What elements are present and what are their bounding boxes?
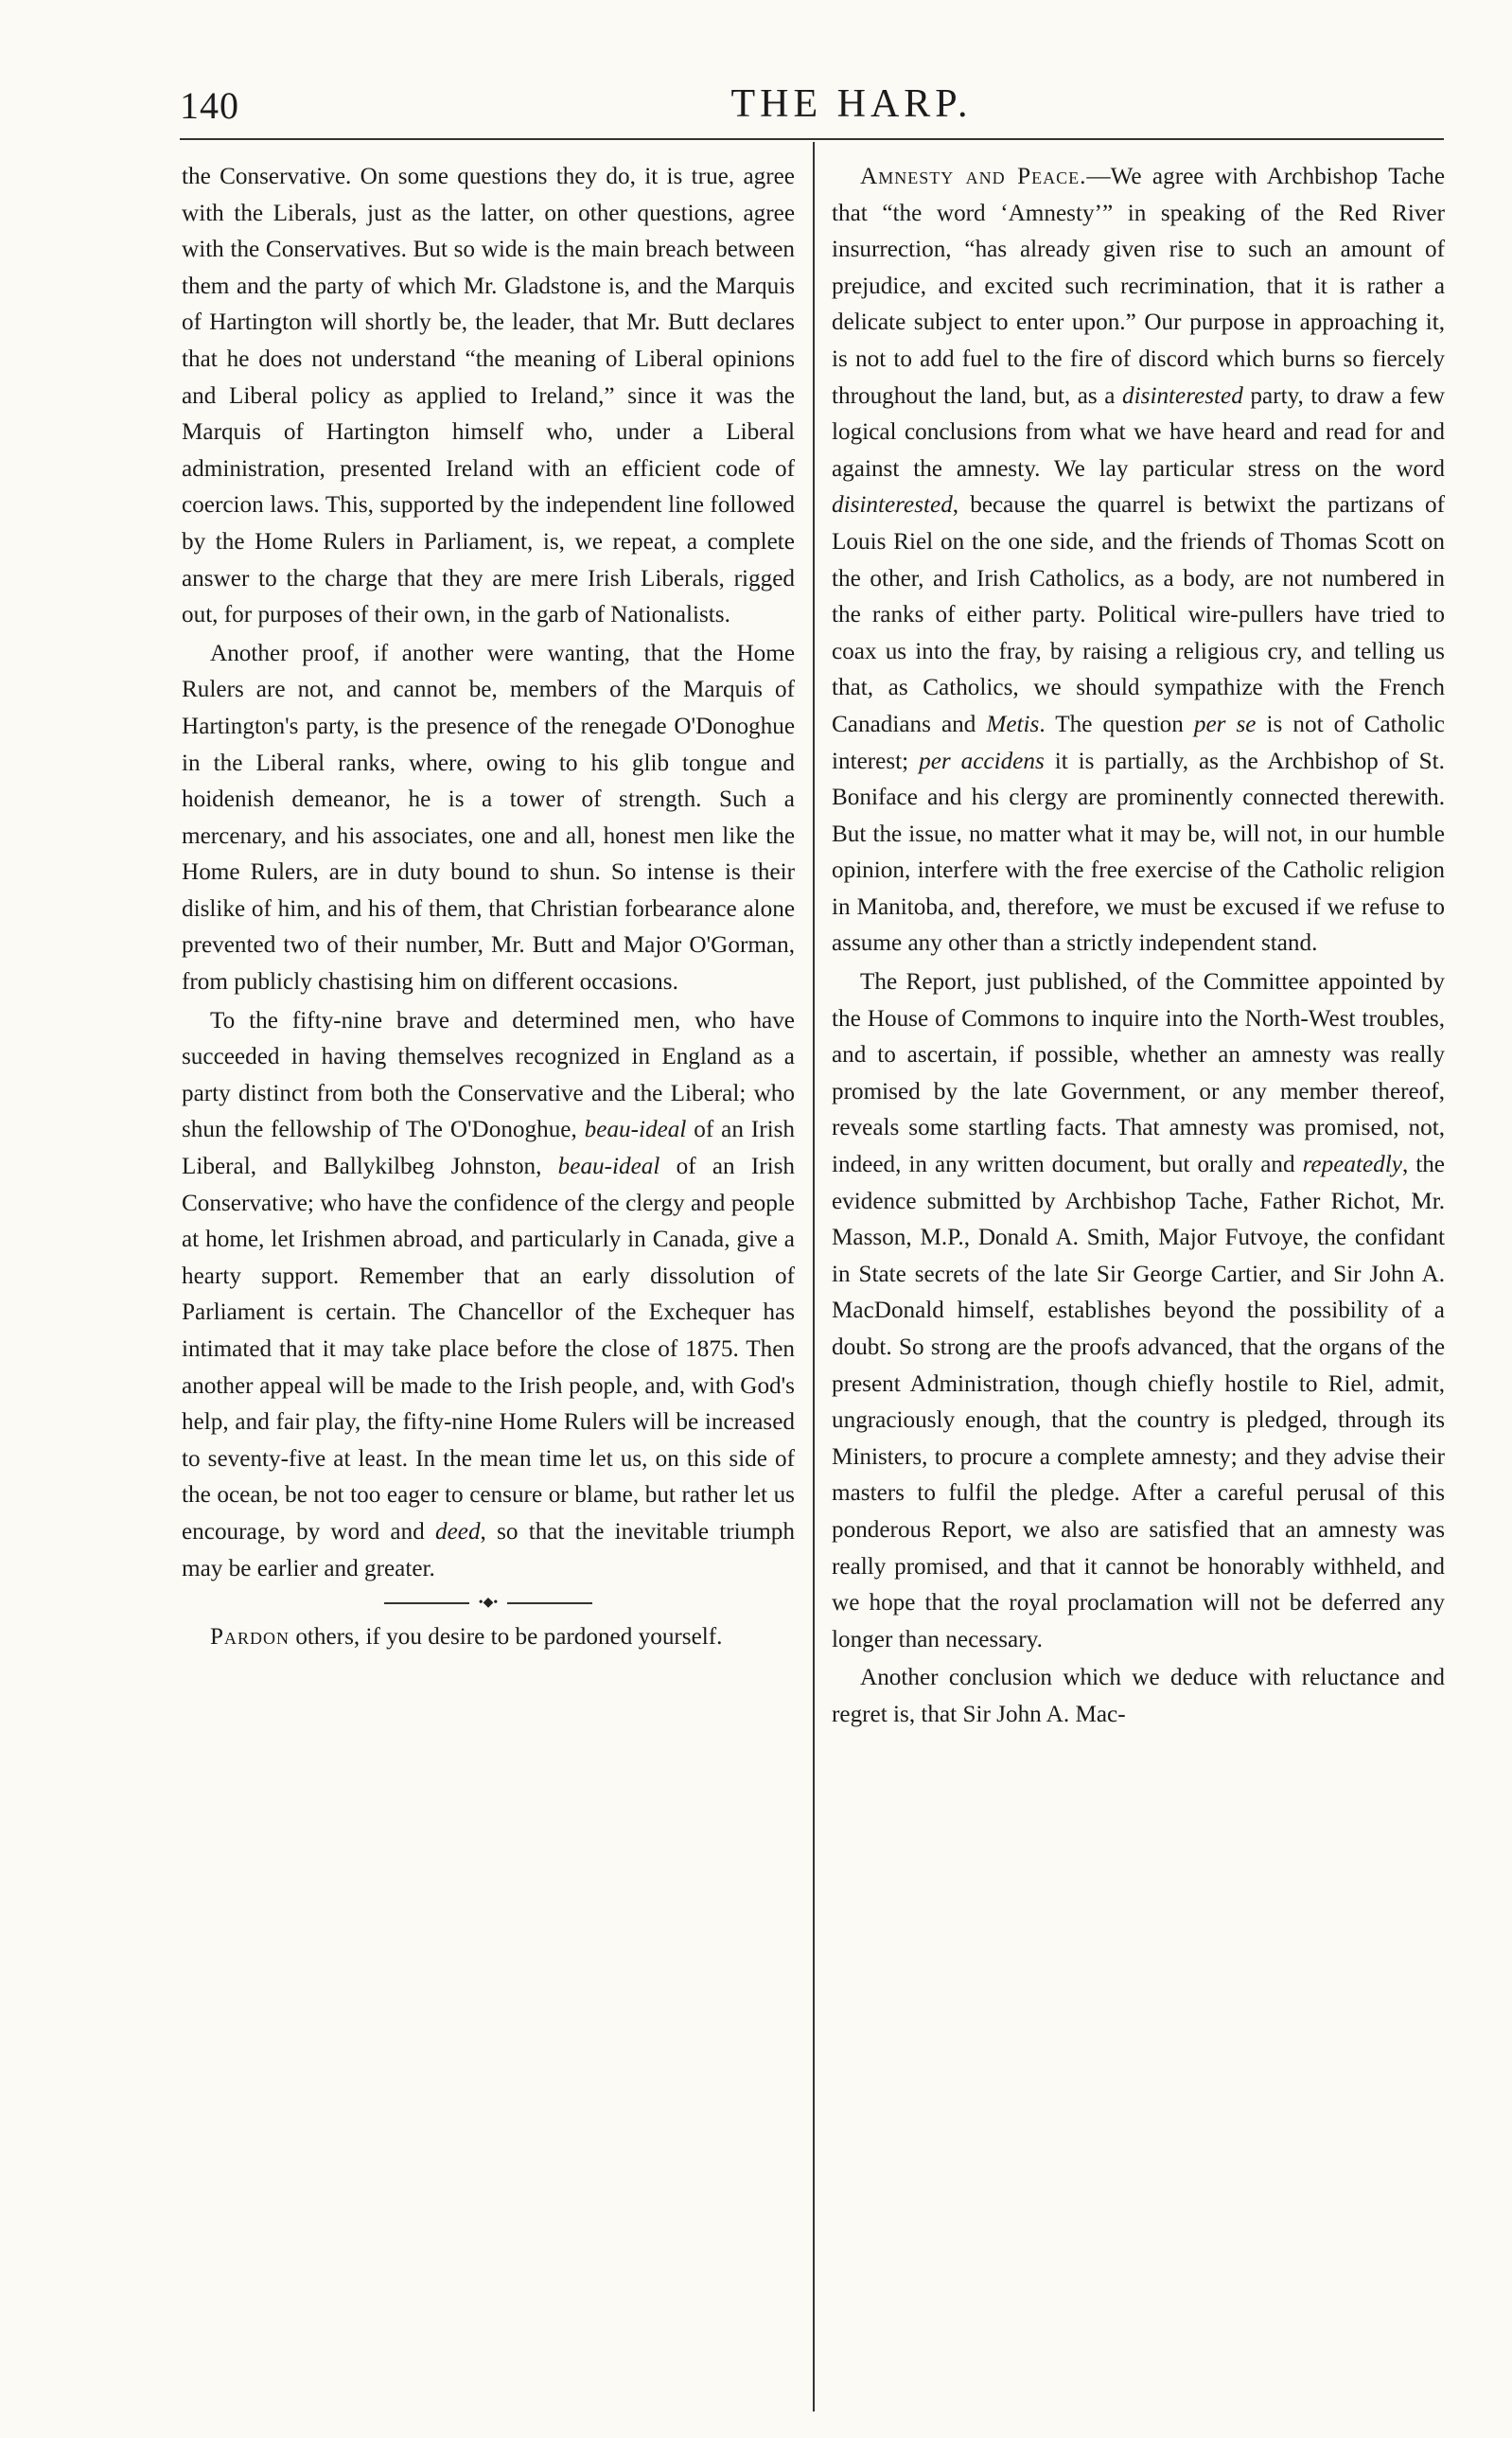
emphasis: Metis — [986, 711, 1040, 737]
right-paragraph-1 — [832, 159, 1445, 963]
emphasis: deed — [435, 1518, 481, 1545]
emphasis: disinterested — [1122, 382, 1243, 409]
text-run: others, if you desire to be pardoned yourself. — [290, 1624, 723, 1651]
emphasis: beau-ideal — [557, 1154, 660, 1180]
left-paragraph-4 — [182, 1619, 795, 1656]
text-run: To the fifty-nine brave and determined men, who have succeeded in having themselves recognized in England as a party distinct from both the Conservative and the Liberal; who shun the fellowship of The O'Donoghue, — [182, 1007, 795, 1143]
ornament-center: •◆• — [469, 1597, 507, 1610]
emphasis: disinterested — [832, 492, 953, 519]
right-paragraph-2 — [832, 964, 1445, 1658]
text-run: , the evidence submitted by Archbishop Tache, Father Richot, Mr. Masson, M.P., Donald A. Smith, Major Futvoye, the confidant in State secrets of the late Sir George Cartier, and Sir John A. MacDonald himself, establishes beyond the possibility of a doubt. So strong are the proofs advanced, that the organs of the present Administration, though chiefly hostile to Riel, admit, ungraciously enough, that the country is pledged, through its Ministers, to procure a complete amnesty; and they advise their masters to fulfil the pledge. After a careful perusal of this ponderous Report, we also are satisfied that an amnesty was really promised, and that it cannot be honorably withheld, and we hope that the royal proclamation will not be deferred any longer than necessary. — [832, 1152, 1445, 1652]
text-run: of an Irish Liberal, and Ballykilbeg Johnston, — [182, 1117, 795, 1180]
text-run: is not of Catholic interest; — [832, 711, 1445, 774]
text-run: party, to draw a few logical conclusions from what we have heard and read for and against the amnesty. We lay particular stress on the word — [832, 382, 1445, 482]
text-run: —We agree with Archbishop Tache that “the word ‘Amnesty’” in speaking of the Red River insurrection, “has already given rise to such an amount of prejudice, and excited such recrimination, that it is rather a delicate subject to enter upon.” Our purpose in approaching it, is not to add fuel to the fire of discord which burns so fiercely throughout the land, but, as a — [832, 164, 1445, 409]
left-paragraph-2: Another proof, if another were wanting, that the Home Rulers are not, and cannot be, members of the Marquis of Hartington's party, is the presence of the renegade O'Donoghue in the Liberal ranks, where, owing to his glib tongue and hoidenish demeanor, he is a tower of strength. Such a mercenary, and his associates, one and all, honest men like the Home Rulers, are in duty bound to shun. So intense is their dislike of him, and his of them, that Christian forbearance alone prevented two of their number, Mr. Butt and Major O'Gorman, from publicly chastising him on different occasions. — [182, 640, 795, 996]
running-title: THE HARP. — [730, 82, 973, 126]
left-paragraph-3 — [182, 1003, 795, 1588]
text-run: , because the quarrel is betwixt the partizans of Louis Riel on the one side, and the friends of Thomas Scott on the other, and Irish Catholics, as a body, are not numbered in the ranks of either party. Political wire-pullers have tried to coax us into the fray, by raising a religious cry, and telling us that, as Catholics, we should sympathize with the French Canadians and — [832, 492, 1445, 737]
text-run: The Report, just published, of the Committee appointed by the House of Commons to inquire into the North-West troubles, and to ascertain, if possible, whether an amnesty was really promised by the late Government, or any member thereof, reveals some startling facts. That amnesty was promised, not, indeed, in any written document, but orally and — [832, 969, 1445, 1178]
emphasis: repeatedly — [1302, 1152, 1402, 1178]
section-ornament — [384, 1595, 592, 1612]
page-number: 140 — [180, 84, 239, 127]
section-heading: Amnesty and Peace. — [860, 164, 1087, 189]
emphasis: per se — [1193, 711, 1257, 737]
emphasis: per accidens — [919, 748, 1045, 774]
text-run: , so that the inevitable triumph may be earlier and greater. — [182, 1518, 795, 1581]
left-column — [182, 159, 795, 1656]
header-rule — [180, 138, 1444, 140]
column-divider — [813, 142, 815, 2412]
page-header — [180, 83, 1436, 140]
right-column — [832, 159, 1445, 1734]
lead-word: Pardon — [210, 1624, 290, 1651]
text-run: . The question — [1039, 711, 1194, 737]
emphasis: beau-ideal — [584, 1117, 687, 1143]
text-run: it is partially, as the Archbishop of St. Boniface and his clergy are prominently connected therewith. But the issue, no matter what it may be, will not, in our humble opinion, interfere with the free exercise of the Catholic religion in Manitoba, and, therefore, we must be excused if we refuse to assume any other than a strictly independent stand. — [832, 748, 1445, 957]
right-paragraph-3: Another conclusion which we deduce with reluctance and regret is, that Sir John A. Mac- — [832, 1665, 1445, 1727]
text-run: of an Irish Conservative; who have the confidence of the clergy and people at home, let Irishmen abroad, and particularly in Canada, give a hearty support. Remember that an early dissolution of Parliament is certain. The Chancellor of the Exchequer has intimated that it may take place before the close of 1875. Then another appeal will be made to the Irish people, and, with God's help, and fair play, the fifty-nine Home Rulers will be increased to seventy-five at least. In the mean time let us, on this side of the ocean, be not too eager to censure or blame, but rather let us encourage, by word and — [182, 1154, 795, 1545]
left-paragraph-1: the Conservative. On some questions they do, it is true, agree with the Liberals, just as the latter, on other questions, agree with the Conservatives. But so wide is the main breach between them and the party of which Mr. Gladstone is, and the Marquis of Hartington will shortly be, the leader, that Mr. Butt declares that he does not understand “the meaning of Liberal opinions and Liberal policy as applied to Ireland,” since it was the Marquis of Hartington himself who, under a Liberal administration, presented Ireland with an efficient code of coercion laws. This, supported by the independent line followed by the Home Rulers in Parliament, is, we repeat, a complete answer to the charge that they are mere Irish Liberals, rigged out, for purposes of their own, in the garb of Nationalists. — [182, 164, 795, 628]
